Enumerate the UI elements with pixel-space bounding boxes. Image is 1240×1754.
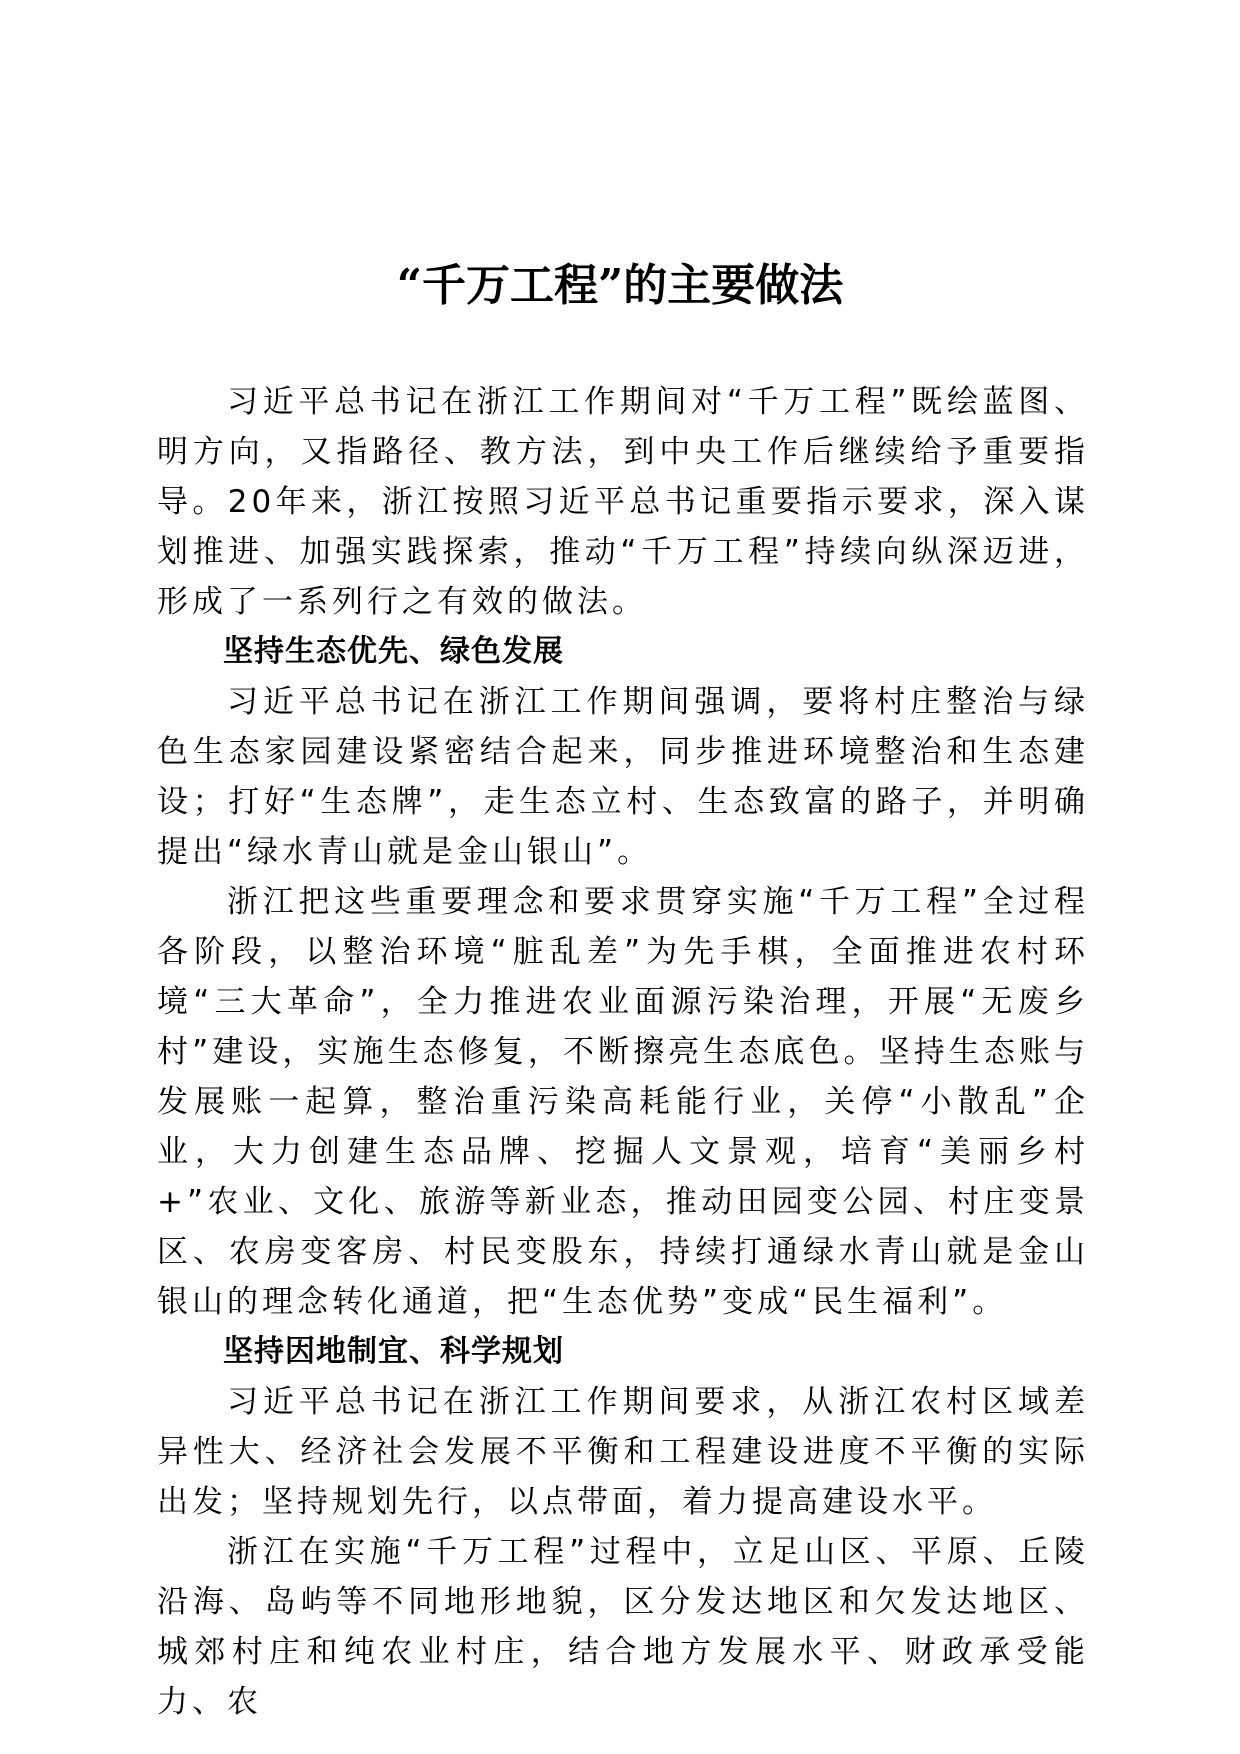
section-ecology <box>157 627 1089 1327</box>
section-planning <box>157 1327 1089 1727</box>
section-ecology-paragraph-1: 习近平总书记在浙江工作期间强调，要将村庄整治与绿色生态家园建设紧密结合起来，同步推进环境整治和生态建设；打好“生态牌”，走生态立村、生态致富的路子，并明确提出“绿水青山就是金山银山”。 <box>157 684 1089 870</box>
section-planning-paragraph-1: 习近平总书记在浙江工作期间要求，从浙江农村区域差异性大、经济社会发展不平衡和工程建设进度不平衡的实际出发；坚持规划先行，以点带面，着力提高建设水平。 <box>157 1384 1089 1520</box>
section-ecology-paragraph-2: 浙江把这些重要理念和要求贯穿实施“千万工程”全过程各阶段，以整治环境“脏乱差”为先手棋，全面推进农村环境“三大革命”，全力推进农业面源污染治理，开展“无废乡村”建设，实施生态修复，不断擦亮生态底色。坚持生态账与发展账一起算，整治重污染高耗能行业，关停“小散乱”企业，大力创建生态品牌、挖掘人文景观，培育“美丽乡村+”农业、文化、旅游等新业态，推动田园变公园、村庄变景区、农房变客房、村民变股东，持续打通绿水青山就是金山银山的理念转化通道，把“生态优势”变成“民生福利”。 <box>157 884 1089 1320</box>
section-heading-planning: 坚持因地制宜、科学规划 <box>223 1334 564 1369</box>
document-title: “千万工程”的主要做法 <box>396 260 844 311</box>
section-heading-ecology: 坚持生态优先、绿色发展 <box>223 634 564 669</box>
section-planning-paragraph-2: 浙江在实施“千万工程”过程中，立足山区、平原、丘陵沿海、岛屿等不同地形地貌，区分发达地区和欠发达地区、城郊村庄和纯农业村庄，结合地方发展水平、财政承受能力、农 <box>157 1534 1089 1720</box>
intro-paragraph: 习近平总书记在浙江工作期间对“千万工程”既绘蓝图、明方向，又指路径、教方法，到中央工作后继续给予重要指导。20年来，浙江按照习近平总书记重要指示要求，深入谋划推进、加强实践探索，推动“千万工程”持续向纵深迈进，形成了一系列行之有效的做法。 <box>157 384 1089 620</box>
document-body <box>157 377 1089 1727</box>
